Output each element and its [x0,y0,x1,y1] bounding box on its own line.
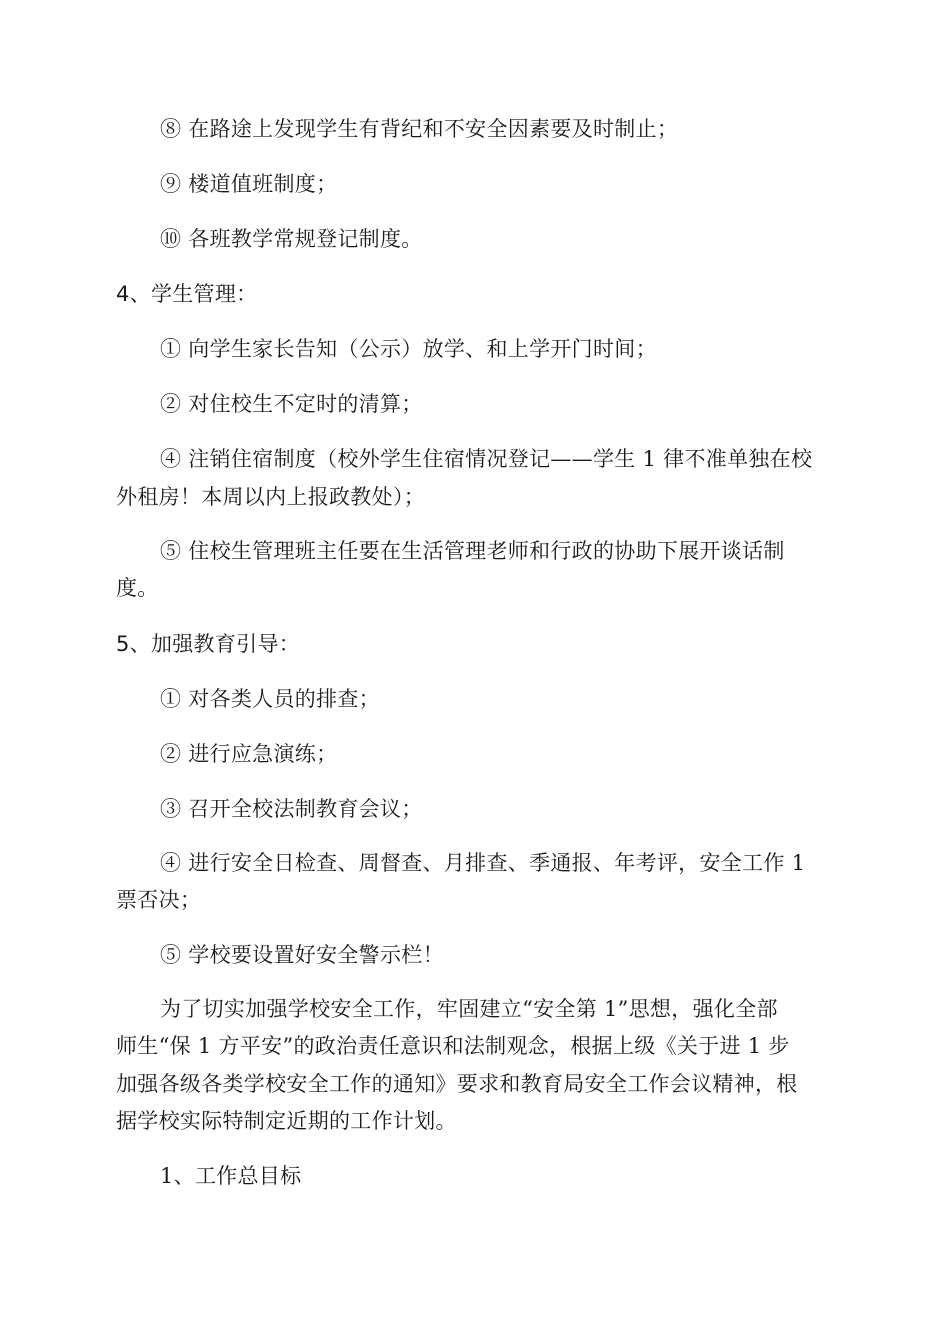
paragraph-line-2: 师生“保 1 方平安”的政治责任意识和法制观念，根据上级《关于进 1 步 [116,1034,790,1058]
section-heading-education-guidance: 5、加强教育引导： [116,632,301,656]
list-item-10: ⑩ 各班教学常规登记制度。 [160,227,423,251]
student-item-2: ② 对住校生不定时的清算； [160,392,423,416]
education-item-1: ① 对各类人员的排查； [160,687,380,711]
student-item-4: ④ 注销住宿制度（校外学生住宿情况登记——学生 1 律不准单独在校 [160,447,813,471]
student-item-5: ⑤ 住校生管理班主任要在生活管理老师和行政的协助下展开谈话制 [160,539,785,563]
list-item-9: ⑨ 楼道值班制度； [160,172,338,196]
section-heading-overall-goal: 1、工作总目标 [160,1164,302,1188]
education-item-4-continued: 票否决； [116,888,202,912]
education-item-4: ④ 进行安全日检查、周督查、月排查、季通报、年考评，安全工作 1 [160,851,806,875]
student-item-1: ① 向学生家长告知（公示）放学、和上学开门时间； [160,337,657,361]
section-heading-student-management: 4、学生管理： [116,282,258,306]
education-item-2: ② 进行应急演练； [160,742,338,766]
paragraph-line-4: 据学校实际特制定近期的工作计划。 [116,1109,457,1133]
education-item-3: ③ 召开全校法制教育会议； [160,797,423,821]
list-item-8: ⑧ 在路途上发现学生有背纪和不安全因素要及时制止； [160,117,679,141]
education-item-5: ⑤ 学校要设置好安全警示栏！ [160,943,444,967]
student-item-4-continued: 外租房！本周以内上报政教处）； [116,485,425,509]
paragraph-line-1: 为了切实加强学校安全工作，牢固建立“安全第 1”思想，强化全部 [160,997,778,1021]
paragraph-line-3: 加强各级各类学校安全工作的通知》要求和教育局安全工作会议精神，根 [116,1072,798,1096]
student-item-5-continued: 度。 [116,576,159,600]
